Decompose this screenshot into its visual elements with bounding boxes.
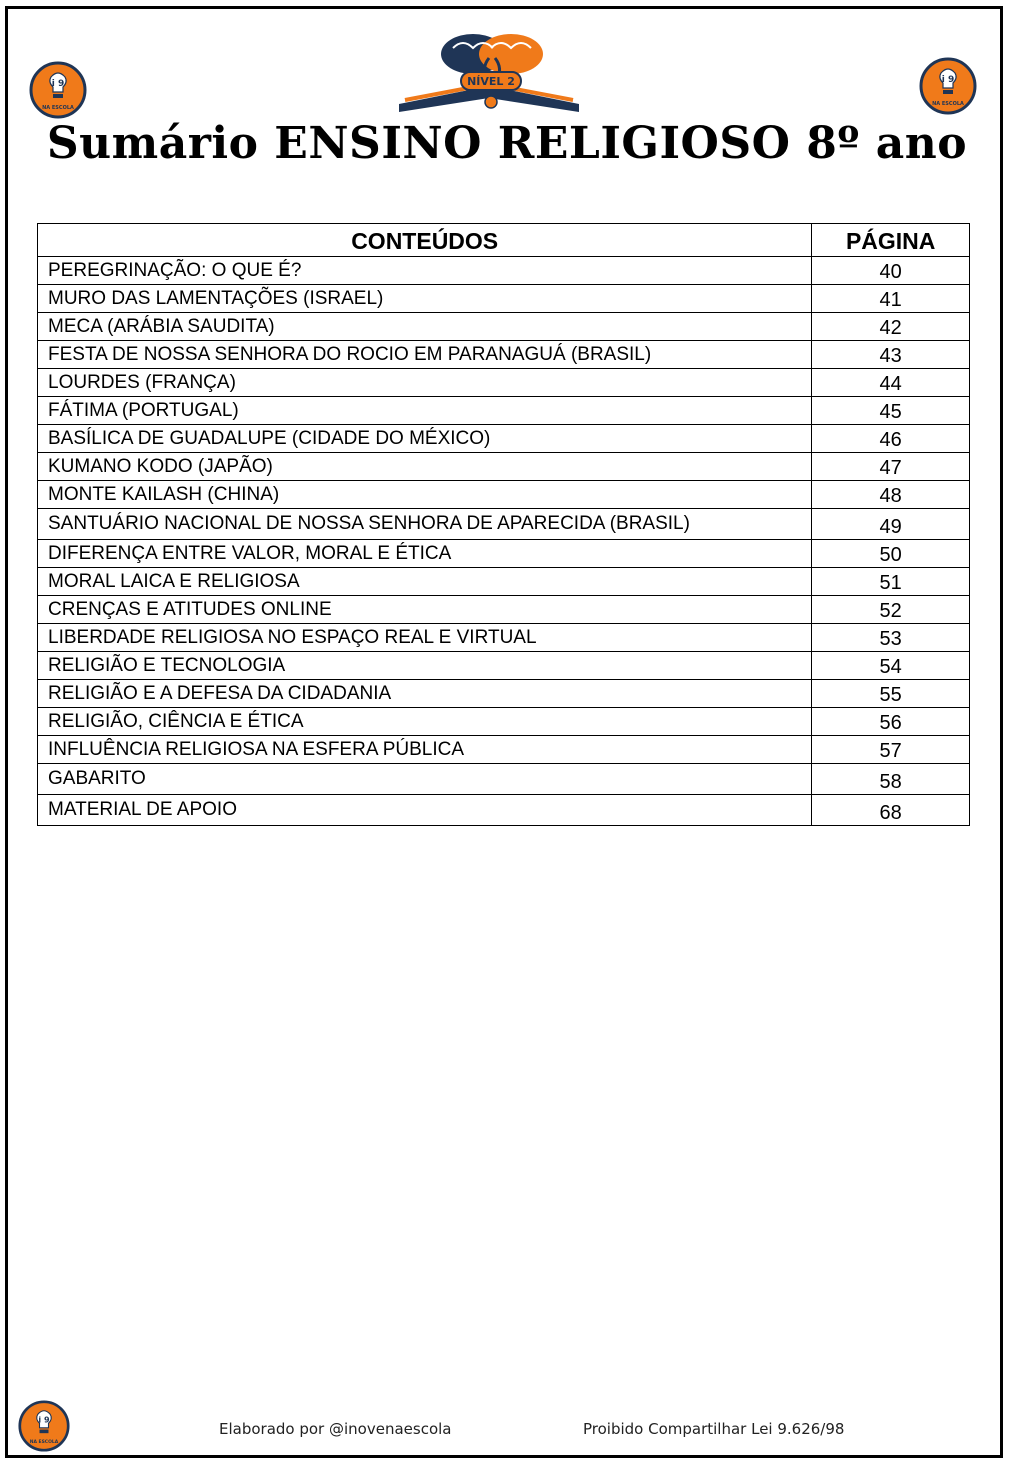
nivel-2-banner — [393, 28, 589, 118]
svg-text:i 9: i 9 — [51, 79, 65, 89]
row-content: RELIGIÃO, CIÊNCIA E ÉTICA — [38, 708, 812, 736]
table-row — [38, 568, 970, 596]
i9-logo-footer — [18, 1400, 70, 1452]
table-row — [38, 341, 970, 369]
row-page: 57 — [812, 736, 970, 764]
page-title: Sumário ENSINO RELIGIOSO 8º ano — [46, 118, 968, 169]
row-content: RELIGIÃO E TECNOLOGIA — [38, 652, 812, 680]
table-row — [38, 764, 970, 795]
row-content: RELIGIÃO E A DEFESA DA CIDADANIA — [38, 680, 812, 708]
table-row — [38, 795, 970, 826]
svg-text:NÍVEL 2: NÍVEL 2 — [467, 75, 515, 88]
row-content: INFLUÊNCIA RELIGIOSA NA ESFERA PÚBLICA — [38, 736, 812, 764]
row-content: FÁTIMA (PORTUGAL) — [38, 397, 812, 425]
row-page: 43 — [812, 341, 970, 369]
svg-text:NA ESCOLA: NA ESCOLA — [932, 101, 964, 107]
row-page: 42 — [812, 313, 970, 341]
table-row — [38, 680, 970, 708]
footer-credit: Elaborado por @inovenaescola — [219, 1420, 452, 1438]
table-row — [38, 509, 970, 540]
row-page: 55 — [812, 680, 970, 708]
table-row — [38, 425, 970, 453]
svg-text:i 9: i 9 — [38, 1415, 50, 1425]
i9-logo-right — [919, 57, 977, 115]
table-row — [38, 736, 970, 764]
svg-text:NA ESCOLA: NA ESCOLA — [42, 105, 74, 111]
row-page: 54 — [812, 652, 970, 680]
column-header-page: PÁGINA — [812, 224, 970, 257]
row-content: MURO DAS LAMENTAÇÕES (ISRAEL) — [38, 285, 812, 313]
row-page: 52 — [812, 596, 970, 624]
column-header-content: CONTEÚDOS — [38, 224, 812, 257]
row-page: 40 — [812, 257, 970, 285]
table-row — [38, 708, 970, 736]
table-header-row — [38, 224, 970, 257]
table-row — [38, 397, 970, 425]
row-content: MECA (ARÁBIA SAUDITA) — [38, 313, 812, 341]
row-page: 51 — [812, 568, 970, 596]
row-content: GABARITO — [38, 764, 812, 795]
row-page: 47 — [812, 453, 970, 481]
svg-text:NA ESCOLA: NA ESCOLA — [29, 1440, 59, 1446]
row-content: LIBERDADE RELIGIOSA NO ESPAÇO REAL E VIRTUAL — [38, 624, 812, 652]
row-content: MONTE KAILASH (CHINA) — [38, 481, 812, 509]
row-content: PEREGRINAÇÃO: O QUE É? — [38, 257, 812, 285]
row-content: DIFERENÇA ENTRE VALOR, MORAL E ÉTICA — [38, 540, 812, 568]
row-page: 56 — [812, 708, 970, 736]
table-row — [38, 652, 970, 680]
table-row — [38, 285, 970, 313]
row-page: 53 — [812, 624, 970, 652]
table-of-contents — [37, 223, 970, 826]
table-row — [38, 624, 970, 652]
row-content: BASÍLICA DE GUADALUPE (CIDADE DO MÉXICO) — [38, 425, 812, 453]
table-row — [38, 313, 970, 341]
table-row — [38, 257, 970, 285]
table-row — [38, 369, 970, 397]
row-content: KUMANO KODO (JAPÃO) — [38, 453, 812, 481]
row-page: 46 — [812, 425, 970, 453]
row-page: 68 — [812, 795, 970, 826]
row-page: 44 — [812, 369, 970, 397]
row-content: CRENÇAS E ATITUDES ONLINE — [38, 596, 812, 624]
table-row — [38, 453, 970, 481]
footer-notice: Proibido Compartilhar Lei 9.626/98 — [583, 1420, 845, 1438]
row-page: 45 — [812, 397, 970, 425]
table-row — [38, 481, 970, 509]
row-page: 41 — [812, 285, 970, 313]
row-content: LOURDES (FRANÇA) — [38, 369, 812, 397]
row-content: FESTA DE NOSSA SENHORA DO ROCIO EM PARANAGUÁ (BRASIL) — [38, 341, 812, 369]
row-page: 48 — [812, 481, 970, 509]
row-content: MATERIAL DE APOIO — [38, 795, 812, 826]
row-page: 50 — [812, 540, 970, 568]
table-row — [38, 540, 970, 568]
svg-text:i 9: i 9 — [941, 75, 955, 85]
table-row — [38, 596, 970, 624]
row-page: 58 — [812, 764, 970, 795]
i9-logo-left — [29, 61, 87, 119]
row-content: SANTUÁRIO NACIONAL DE NOSSA SENHORA DE APARECIDA (BRASIL) — [38, 509, 812, 540]
row-page: 49 — [812, 509, 970, 540]
row-content: MORAL LAICA E RELIGIOSA — [38, 568, 812, 596]
